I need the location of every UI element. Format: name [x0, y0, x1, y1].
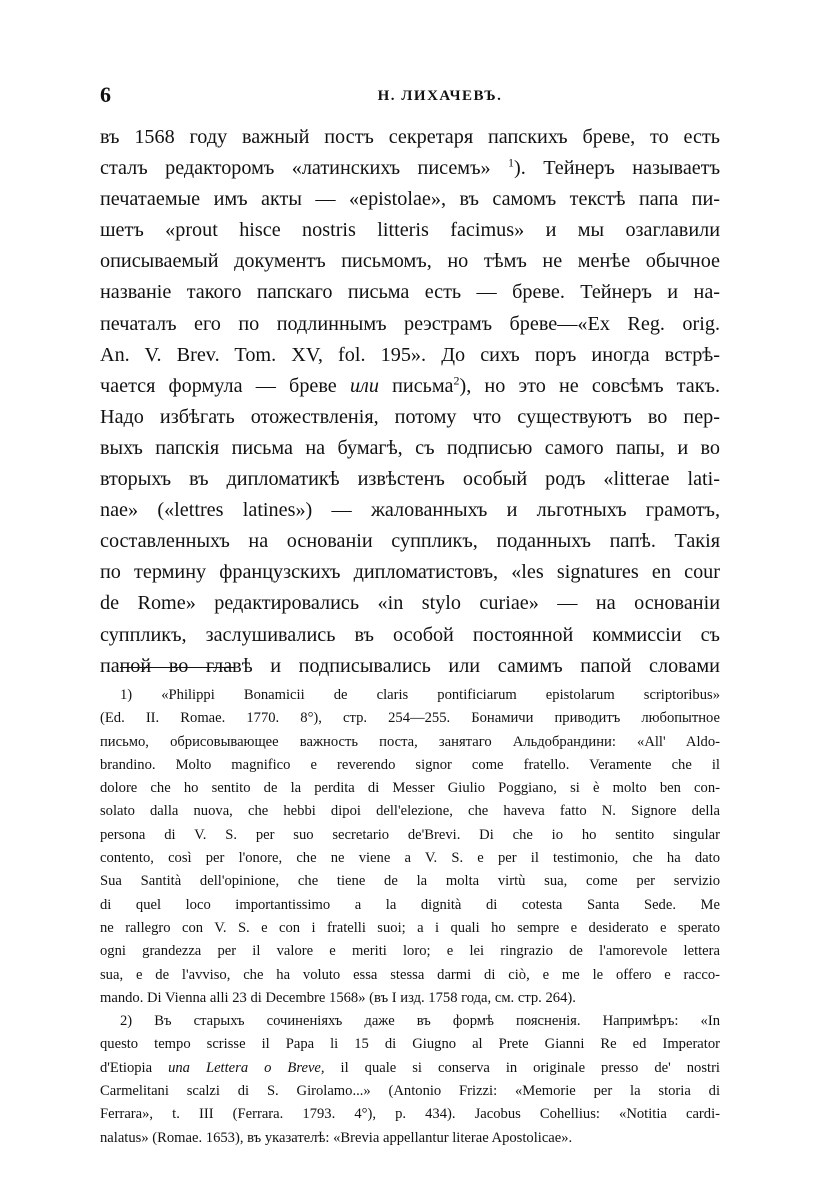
footnote-line: mando. Di Vienna alli 23 di Decembre 1568» (въ I изд. 1758 года, см. стр. 264). — [100, 989, 576, 1006]
text-line: печаталъ его по подлиннымъ реэстрамъ бреве—«Ex Reg. orig. — [100, 312, 720, 335]
footnote-line: dolore che ho sentito de la perdita di Messer Giulio Poggiano, si è molto ben con- — [100, 780, 720, 797]
footnotes — [100, 684, 720, 1150]
text-line: de Rome» редактировались «in stylo curiae» — на основаніи — [100, 592, 720, 615]
footnote-line: 1) «Philippi Bonamicii de claris pontificiarum epistolarum scriptoribus» — [120, 687, 720, 703]
text-line: въ 1568 году важный постъ секретаря папскихъ бреве, то есть — [100, 126, 720, 148]
footnote-line: Ferrara», t. III (Ferrara. 1793. 4°), p. 434). Jacobus Cohellius: «Notitia cardi- — [100, 1106, 720, 1123]
footnote-line: sua, e de l'avviso, che ha voluto essa stessa darmi di ciò, e me le offero e racco- — [100, 966, 720, 983]
footnote-separator — [120, 667, 235, 668]
footnote-ref: 2 — [453, 373, 460, 388]
running-title: Н. ЛИХАЧЕВЪ. — [377, 88, 503, 104]
italic-word: или — [349, 374, 379, 397]
text-segment: сталъ редакторомъ «латинскихъ писемъ» — [100, 157, 491, 180]
footnote-line: ne rallegro con V. S. e con i fratelli suoi; a i quali ho sempre e desiderato e sperato — [100, 919, 720, 936]
footnote-line: письмо, обрисовывающее важность поста, занятаго Альдобрандини: «All' Aldo- — [100, 733, 720, 750]
text-segment: il quale si conserva in originale presso de' nostri — [340, 1059, 720, 1076]
text-line: суппликъ, заслушивались въ особой постоянной коммиссіи съ — [100, 623, 720, 646]
text-line: названіе такого папскаго письма есть — бреве. Тейнеръ и на- — [100, 281, 720, 304]
footnote-line: (Ed. II. Romae. 1770. 8°), стр. 254—255. Бонамичи приводитъ любопытное — [100, 710, 720, 727]
footnote-line: solato dalla nuova, che hebbi dipoi dell'elezione, che haveva fatto N. Signore della — [100, 803, 720, 820]
footnote-line: Carmelitani scalzi di S. Girolamo...» (Antonio Frizzi: «Memorie per la storia di — [100, 1083, 720, 1100]
footnote-line — [100, 1057, 720, 1080]
footnote-line: questo tempo scrisse il Papa li 15 di Giugno al Prete Gianni Re ed Imperator — [100, 1036, 720, 1053]
footnote-line: brandino. Molto magnifico e reverendo signor come fratello. Veramente che il — [100, 756, 720, 773]
footnote-line: di quel loco importantissimo a la dignità di cotesta Santa Sede. Me — [100, 896, 720, 913]
text-segment: чается формула — бреве — [100, 374, 337, 397]
text-line: шетъ «prout hisce nostris litteris facimus» и мы озаглавили — [100, 219, 720, 242]
footnote-line: nalatus» (Romae. 1653), въ указателѣ: «Brevia appellantur literae Apostolicae». — [100, 1129, 573, 1146]
main-text — [100, 122, 720, 682]
footnote-line: 2) Въ старыхъ сочиненіяхъ даже въ формѣ поясненія. Напримѣръ: «In — [120, 1013, 720, 1030]
page-number: 6 — [100, 82, 111, 107]
text-segment: ), но это не совсѣмъ такъ. — [459, 374, 720, 397]
footnote-line: persona di V. S. per suo secretario de'Brevi. Di che io ho sentito singular — [100, 826, 720, 843]
text-line: Надо избѣгать отожествленія, потому что существуютъ во пер- — [100, 405, 720, 428]
page-header — [100, 82, 720, 110]
text-segment: письма — [392, 374, 454, 397]
text-line: по термину французскихъ дипломатистовъ, «les signatures en cour — [100, 561, 720, 584]
text-line: nae» («lettres latines») — жалованныхъ и льготныхъ грамотъ, — [100, 499, 720, 522]
footnote-line: contento, così per l'onore, che ne viene a V. S. e per il testimonio, che ha dato — [100, 850, 720, 867]
text-segment: d'Etiopia — [100, 1059, 153, 1076]
text-segment: ). Тейнеръ называетъ — [514, 157, 720, 180]
text-line — [100, 153, 720, 184]
text-line — [100, 371, 720, 402]
footnote-ref: 1 — [508, 155, 515, 170]
footnote-line: Sua Santità dell'opinione, che tiene de la molta virtù sua, come per servizio — [100, 873, 720, 890]
text-line: печатаемые имъ акты — «epistolae», въ самомъ текстѣ папа пи- — [100, 188, 720, 211]
text-line: An. V. Brev. Tom. XV, fol. 195». До сихъ поръ иногда встрѣ- — [100, 343, 720, 366]
text-line: описываемый документъ письмомъ, но тѣмъ не менѣе обычное — [100, 250, 720, 273]
text-line: составленныхъ на основаніи суппликъ, поданныхъ папѣ. Такія — [100, 530, 720, 553]
text-line: выхъ папскія письма на бумагѣ, съ подписью самого папы, и во — [100, 436, 720, 459]
italic-phrase: una Lettera o Breve, — [168, 1059, 325, 1076]
footnote-line: ogni grandezza per il valore e meriti loro; e lei ringrazio de l'amorevole lettera — [100, 943, 720, 960]
text-line: папой во главѣ и подписывались или самимъ папой словами — [100, 654, 720, 677]
text-line: вторыхъ въ дипломатикѣ извѣстенъ особый родъ «litterae lati- — [100, 468, 720, 491]
